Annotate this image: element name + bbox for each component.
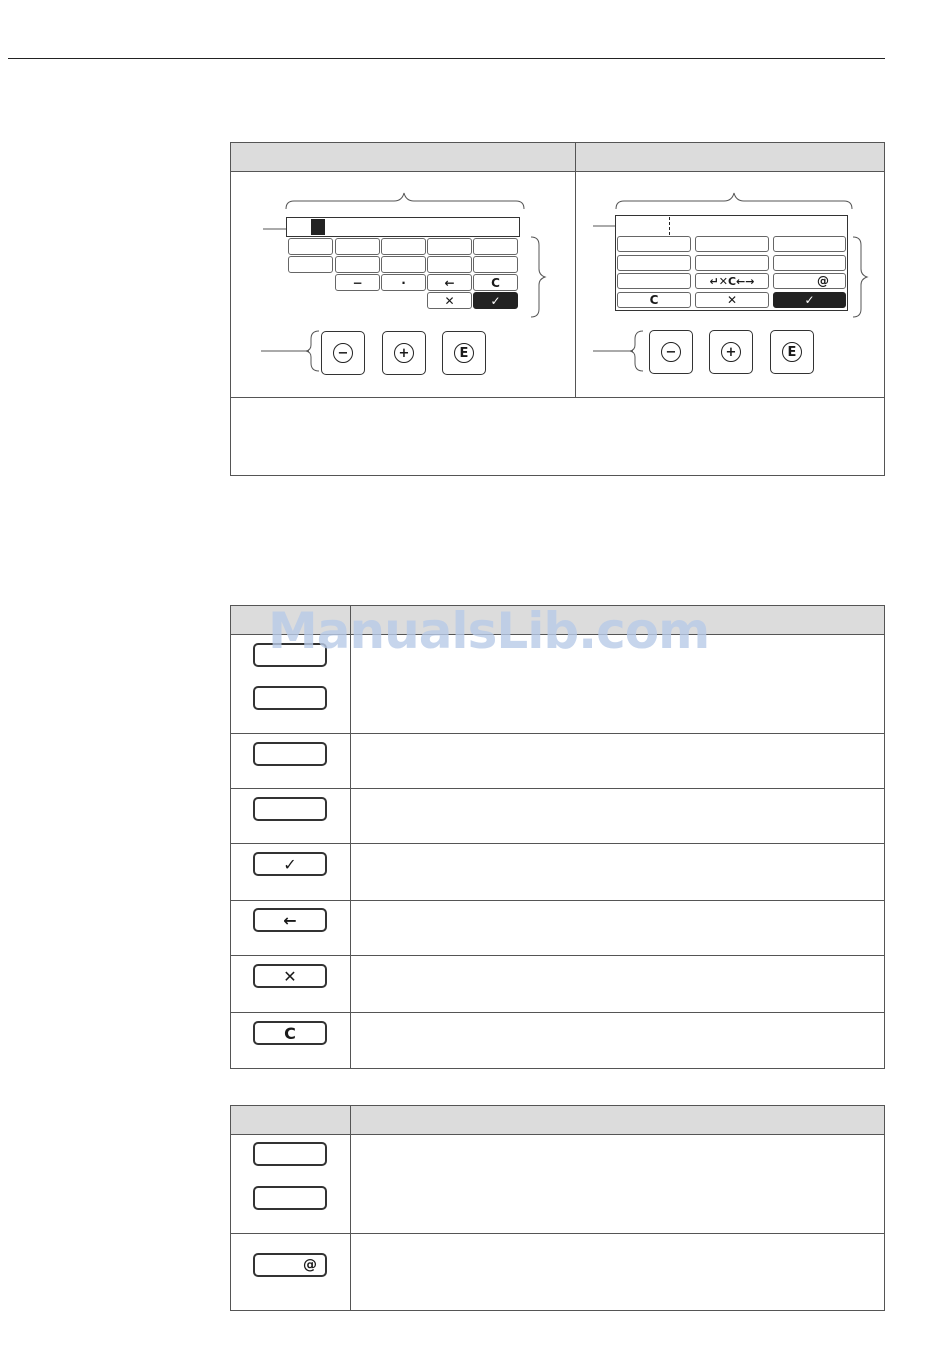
table-row-divider: [231, 955, 884, 956]
text-key[interactable]: [695, 236, 769, 252]
numeric-key[interactable]: [335, 256, 380, 273]
table-row-divider: [231, 843, 884, 844]
confirm-key[interactable]: [773, 292, 846, 308]
edit-functions-key[interactable]: [695, 273, 769, 289]
cancel-key[interactable]: [427, 292, 472, 309]
symbol-key-blank: [253, 1186, 327, 1210]
table-row-divider: [231, 1012, 884, 1013]
at-sign-icon: @: [303, 1257, 317, 1273]
symbol-key-blank: [253, 797, 327, 821]
numeric-key[interactable]: [427, 256, 472, 273]
table-row-divider: [231, 1233, 884, 1234]
at-sign-key[interactable]: [773, 273, 846, 289]
enter-key-icon: E: [454, 343, 474, 363]
symbol-key-blank: [253, 686, 327, 710]
numeric-keypad: [286, 237, 520, 311]
decimal-point-key[interactable]: [381, 274, 426, 291]
text-key[interactable]: [617, 255, 691, 271]
editor-figure-table: [230, 142, 885, 476]
plus-key-icon: +: [721, 342, 741, 362]
backspace-arrow-icon: ←: [444, 275, 455, 290]
text-keypad: [615, 235, 848, 311]
cancel-x-icon: ✕: [726, 293, 738, 307]
plus-operating-key[interactable]: [382, 331, 426, 375]
enter-operating-key[interactable]: [770, 330, 814, 374]
numeric-key[interactable]: [288, 256, 333, 273]
numeric-key[interactable]: [473, 238, 518, 255]
symbol-key-backspace: [253, 908, 327, 932]
header-rule: [8, 58, 885, 59]
at-sign-icon: @: [817, 274, 829, 288]
text-key[interactable]: [695, 255, 769, 271]
minus-operating-key[interactable]: [321, 331, 365, 375]
clear-icon: C: [491, 275, 500, 290]
cancel-x-icon: ✕: [444, 293, 455, 308]
numeric-key[interactable]: [288, 238, 333, 255]
figure-table-header: [231, 143, 884, 172]
numeric-input-field[interactable]: [286, 217, 520, 237]
symbols-column-divider: [350, 606, 351, 1068]
text-cursor: [669, 217, 670, 235]
clear-icon: C: [284, 1023, 296, 1043]
input-symbols-table: [230, 605, 885, 1069]
numeric-key[interactable]: [381, 256, 426, 273]
confirm-key[interactable]: [473, 292, 518, 309]
text-key[interactable]: [773, 236, 846, 252]
backspace-arrow-icon: ←: [283, 910, 297, 930]
symbol-key-confirm: [253, 852, 327, 876]
minus-sign-key[interactable]: [335, 274, 380, 291]
cancel-key[interactable]: [695, 292, 769, 308]
numeric-key[interactable]: [473, 256, 518, 273]
cancel-x-icon: ✕: [283, 966, 297, 986]
edit-functions-icon: ↵✕C←→: [709, 274, 755, 288]
symbol-key-cancel: [253, 964, 327, 988]
table-row-divider: [231, 733, 884, 734]
minus-key-icon: −: [333, 343, 353, 363]
enter-key-icon: E: [782, 342, 802, 362]
backspace-key[interactable]: [427, 274, 472, 291]
numeric-key[interactable]: [381, 238, 426, 255]
symbol-key-blank: [253, 742, 327, 766]
symbol-key-at-sign: [253, 1253, 327, 1277]
watermark: ManualsLib.com: [268, 602, 710, 660]
plus-key-icon: +: [394, 343, 414, 363]
check-icon: ✓: [490, 293, 501, 308]
clear-key[interactable]: [473, 274, 518, 291]
symbol-key-clear: [253, 1021, 327, 1045]
clear-key[interactable]: [617, 292, 691, 308]
enter-operating-key[interactable]: [442, 331, 486, 375]
check-icon: ✓: [283, 854, 297, 874]
table-row-divider: [231, 788, 884, 789]
figure-caption-divider: [231, 397, 884, 398]
table-row-divider: [231, 900, 884, 901]
text-column-divider: [350, 1106, 351, 1310]
text-key[interactable]: [773, 255, 846, 271]
plus-operating-key[interactable]: [709, 330, 753, 374]
check-icon: ✓: [804, 293, 815, 307]
text-key[interactable]: [617, 236, 691, 252]
numeric-key[interactable]: [427, 238, 472, 255]
minus-operating-key[interactable]: [649, 330, 693, 374]
symbol-key-blank: [253, 1142, 327, 1166]
numeric-key[interactable]: [335, 238, 380, 255]
minus-icon: −: [352, 275, 363, 290]
text-table-header: [231, 1106, 884, 1135]
minus-key-icon: −: [661, 342, 681, 362]
text-symbols-table: [230, 1105, 885, 1311]
decimal-point-icon: ·: [401, 275, 406, 290]
clear-icon: C: [649, 293, 659, 307]
text-key[interactable]: [617, 273, 691, 289]
input-cursor: [311, 219, 325, 235]
